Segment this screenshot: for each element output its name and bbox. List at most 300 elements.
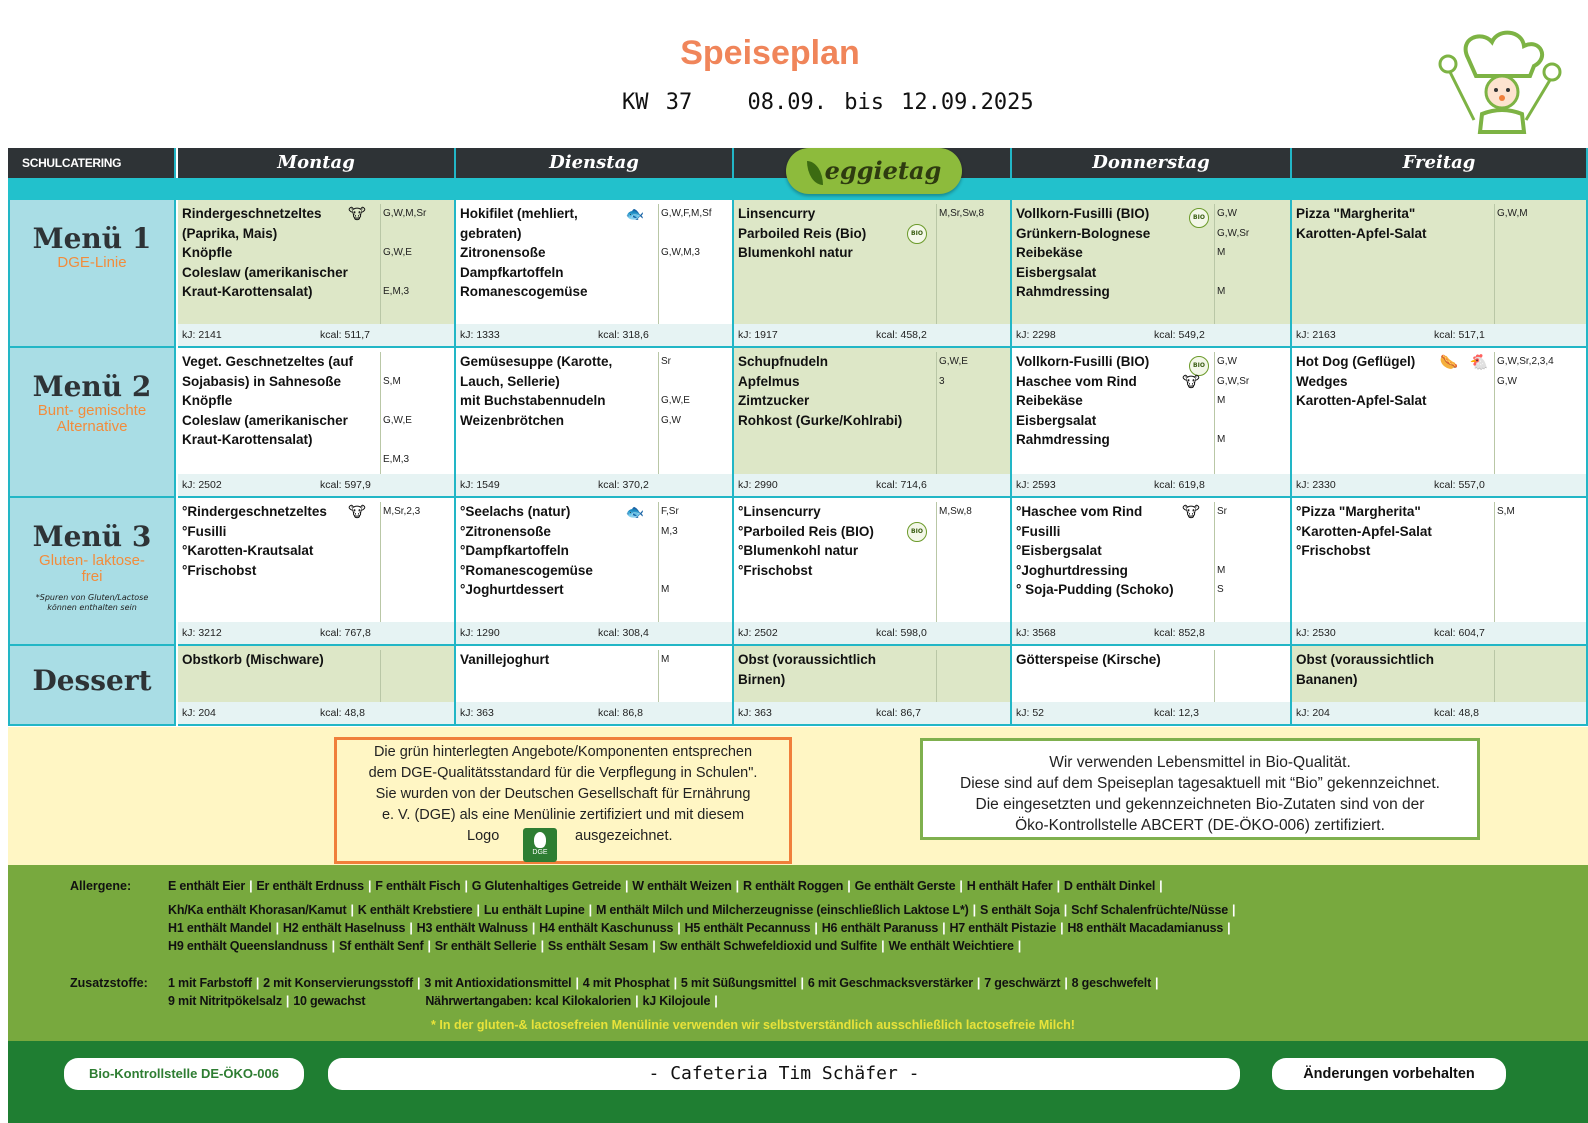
allergen-entry: F enthält Fisch	[375, 879, 461, 893]
allergen-codes	[658, 352, 732, 474]
allergen-code: M,Sr,2,3	[383, 506, 421, 517]
menu-cell	[178, 498, 456, 646]
kj-value: kJ: 3212	[182, 627, 222, 639]
allergen-code	[1497, 391, 1568, 411]
allergen-entry: H1 enthält Mandel	[168, 921, 272, 935]
kcal-value: kcal: 714,6	[876, 479, 927, 491]
separator: |	[275, 921, 279, 935]
allergen-code	[1217, 411, 1288, 431]
dish-list	[738, 502, 938, 580]
dish-line: Sojabasis) in Sahnesoße	[182, 373, 342, 389]
dish-line: Eisbergsalat	[1016, 264, 1097, 280]
dish-line: °Dampfkartoffeln	[460, 543, 569, 558]
allergen-entry: H3 enthält Walnuss	[416, 921, 528, 935]
allergen-entry: Sr enthält Sellerie	[434, 939, 537, 953]
cell-body	[456, 646, 732, 702]
kcal-value: kcal: 852,8	[1154, 627, 1205, 639]
allergen-code: S,M	[383, 375, 401, 387]
allergen-code: G,W,Sr,2,3,4	[1497, 356, 1554, 367]
allergen-code	[661, 372, 732, 392]
kcal-value: kcal: 517,1	[1434, 329, 1485, 341]
kcal-value: kcal: 549,2	[1154, 329, 1205, 341]
allergen-codes	[1214, 650, 1288, 702]
allergen-codes	[936, 204, 1010, 324]
allergen-code	[1217, 263, 1288, 283]
fish-icon: 🐟	[625, 503, 645, 521]
allergen-code	[383, 541, 454, 561]
dish-line: Rahmdressing	[1016, 284, 1110, 299]
allergen-code	[1217, 522, 1288, 542]
separator: |	[814, 921, 818, 935]
additive-entry: 7 geschwärzt	[984, 976, 1061, 990]
separator: |	[635, 994, 639, 1008]
allergen-code	[383, 352, 454, 372]
dge-text-line	[337, 826, 789, 847]
dish-line: Karotten-Apfel-Salat	[1296, 393, 1427, 408]
dish-line: Apfelmus	[738, 373, 800, 389]
allergen-code: M	[1217, 434, 1226, 445]
allergen-code	[661, 282, 732, 302]
separator: |	[367, 879, 372, 893]
allergen-code: M,Sr,Sw,8	[939, 208, 985, 219]
separator: |	[331, 939, 335, 953]
cow-icon: 🐮	[1182, 373, 1200, 391]
dish-line: °Joghurtdressing	[1016, 562, 1128, 578]
allergen-code: G,W,E	[383, 414, 412, 426]
allergen-code	[1217, 650, 1288, 670]
allergen-entry: M enthält Milch und Milcherzeugnisse (einschließlich Laktose L*)	[595, 903, 969, 917]
dish-line: °Frischobst	[738, 562, 813, 578]
dge-logo-tail: ausgezeichnet.	[575, 828, 673, 844]
kcal-value: kcal: 597,9	[320, 479, 371, 491]
additive-entry: Nährwertangaben: kcal Kilokalorien	[425, 994, 632, 1008]
cell-body	[1292, 498, 1586, 622]
cell-body	[1292, 348, 1586, 474]
separator: |	[677, 921, 681, 935]
day-header: Donnerstag	[1012, 148, 1292, 178]
dge-logo-word: Logo	[467, 828, 500, 844]
allergen-code	[383, 430, 454, 450]
kcal-value: kcal: 48,8	[1434, 707, 1479, 719]
energy-row	[1292, 324, 1586, 346]
additive-entry: kJ Kilojoule	[642, 994, 711, 1008]
dish-list	[1016, 650, 1216, 670]
kj-value: kJ: 2163	[1296, 329, 1336, 341]
separator: |	[976, 976, 981, 990]
allergen-code	[1497, 670, 1568, 690]
allergen-codes	[1494, 650, 1568, 702]
dish-list	[1016, 352, 1216, 450]
allergen-entry: Sw enthält Schwefeldioxid und Sulfite	[659, 939, 878, 953]
allergen-entry: H enthält Hafer	[966, 879, 1053, 893]
dish-line: Birnen)	[738, 671, 786, 687]
separator: |	[575, 976, 579, 990]
allergen-code	[661, 224, 732, 244]
energy-row	[734, 474, 1010, 496]
menu-cell	[734, 498, 1012, 646]
bio-text-line: Wir verwenden Lebensmittel in Bio-Qualität.	[1049, 754, 1351, 771]
kj-value: kJ: 2502	[738, 627, 778, 639]
kj-value: kJ: 1333	[460, 329, 500, 341]
cell-body	[734, 646, 1010, 702]
additive-line	[168, 994, 722, 1008]
cell-body	[1012, 348, 1290, 474]
allergen-code	[939, 650, 1010, 670]
additive-entry: 8 geschwefelt	[1071, 976, 1152, 990]
separator: |	[1063, 903, 1068, 917]
veggietag-label: eggietag	[824, 156, 942, 185]
allergen-codes	[380, 650, 454, 702]
brand-label: SCHULCATERING	[8, 148, 176, 178]
allergen-code: G,W	[661, 414, 681, 426]
dish-line: Rahmdressing	[1016, 432, 1110, 447]
week-number: KW 37	[622, 90, 693, 115]
separator: |	[1017, 939, 1022, 953]
kcal-value: kcal: 619,8	[1154, 479, 1205, 491]
menu-cell	[1012, 348, 1292, 498]
allergen-codes	[1214, 352, 1288, 474]
kcal-value: kcal: 12,3	[1154, 707, 1199, 719]
fish-icon: 🐟	[625, 205, 645, 223]
allergen-code	[383, 522, 454, 542]
kcal-value: kcal: 48,8	[320, 707, 365, 719]
day-header: Freitag	[1292, 148, 1588, 178]
allergen-entry: Sf enthält Senf	[338, 939, 424, 953]
allergen-code: M	[1217, 247, 1226, 258]
date-range: 08.09. bis 12.09.2025	[747, 90, 1034, 115]
dish-line: Gemüsesuppe (Karotte,	[460, 354, 613, 369]
kcal-value: kcal: 458,2	[876, 329, 927, 341]
dish-line: Romanescogemüse	[460, 284, 588, 299]
menu-subtitle: DGE-Linie	[57, 254, 127, 271]
allergen-code: G,W,E	[939, 356, 968, 367]
dish-line: Eisbergsalat	[1016, 412, 1097, 428]
allergen-entry: Ss enthält Sesam	[547, 939, 649, 953]
week-range	[622, 90, 1034, 115]
allergen-code	[383, 391, 454, 411]
separator: |	[673, 976, 677, 990]
allergen-entry: H4 enthält Kaschunuss	[539, 921, 674, 935]
kcal-value: kcal: 598,0	[876, 627, 927, 639]
dish-line: Weizenbrötchen	[460, 412, 565, 428]
allergen-entry: Er enthält Erdnuss	[256, 879, 364, 893]
allergen-code	[661, 561, 732, 581]
allergen-code: F,Sr	[661, 506, 679, 517]
allergen-entry: H7 enthält Pistazie	[949, 921, 1057, 935]
separator: |	[1064, 976, 1068, 990]
separator: |	[652, 939, 656, 953]
menu-subtitle: Gluten- laktose-frei	[39, 552, 145, 585]
allergen-codes	[658, 650, 732, 702]
dish-line: ° Soja-Pudding (Schoko)	[1016, 582, 1174, 597]
menu-row-label	[8, 200, 176, 348]
cafeteria-name-pill: - Cafeteria Tim Schäfer -	[328, 1058, 1240, 1090]
cell-body	[178, 200, 454, 324]
dish-line: °Haschee vom Rind	[1016, 504, 1143, 519]
additive-entry: 10 gewachst	[293, 994, 366, 1008]
energy-row	[178, 702, 454, 724]
bio-icon: BIO	[906, 518, 928, 538]
menu-name: Menü 1	[32, 222, 152, 255]
kj-value: kJ: 2298	[1016, 329, 1056, 341]
chef-logo-icon	[1430, 28, 1565, 136]
separator: |	[1060, 921, 1064, 935]
kj-value: kJ: 2502	[182, 479, 222, 491]
menu-cell	[1292, 200, 1588, 348]
allergen-code: M	[1217, 286, 1226, 297]
allergen-code	[1497, 541, 1568, 561]
energy-row	[178, 474, 454, 496]
allergen-legend	[8, 865, 1588, 1041]
allergen-code: M	[661, 654, 670, 665]
separator: |	[476, 903, 480, 917]
veggietag-badge	[786, 148, 962, 194]
bio-text-line: Diese sind auf dem Speiseplan tagesaktuell mit “Bio” gekennzeichnet.	[960, 775, 1440, 792]
cell-body	[178, 498, 454, 622]
allergen-code: G,W,M	[1497, 208, 1528, 219]
dish-line: Vollkorn-Fusilli (BIO)	[1016, 354, 1150, 369]
allergen-code: M	[1217, 564, 1226, 576]
allergen-line	[168, 921, 1234, 935]
separator: |	[417, 976, 421, 990]
allergen-code	[939, 391, 1010, 411]
dish-line: Rindergeschnetzeltes	[182, 206, 322, 221]
dish-line: °Pizza "Margherita"	[1296, 504, 1421, 519]
kj-value: kJ: 1917	[738, 329, 778, 341]
dish-line: Veget. Geschnetzeltes (auf	[182, 354, 354, 369]
additive-entry: 5 mit Süßungsmittel	[680, 976, 797, 990]
kj-value: kJ: 2990	[738, 479, 778, 491]
dish-line: Obst (voraussichtlich	[1296, 652, 1435, 667]
allergen-codes	[380, 502, 454, 622]
dish-line: Haschee vom Rind	[1016, 373, 1137, 389]
dge-text-line: dem DGE-Qualitätsstandard für die Verpflegung in Schulen".	[368, 765, 758, 781]
allergen-code: E,M,3	[383, 453, 410, 465]
allergen-entry: Schf Schalenfrüchte/Nüsse	[1071, 903, 1228, 917]
separator: |	[1159, 879, 1163, 893]
dish-list	[1296, 204, 1496, 243]
additive-entry: 1 mit Farbstoff	[168, 976, 252, 990]
kcal-value: kcal: 511,7	[320, 329, 371, 341]
kcal-value: kcal: 86,8	[598, 707, 643, 719]
day-header: Dienstag	[456, 148, 734, 178]
allergen-code	[939, 243, 1010, 263]
menu-row-label	[8, 646, 176, 726]
menu-cell	[178, 200, 456, 348]
separator: |	[285, 994, 290, 1008]
dish-line: Reibekäse	[1016, 245, 1083, 260]
allergen-entry: Kh/Ka enthält Khorasan/Kamut	[168, 903, 347, 917]
cell-body	[734, 348, 1010, 474]
separator: |	[959, 879, 963, 893]
separator: |	[1056, 879, 1060, 893]
allergen-code: M,3	[661, 525, 678, 537]
energy-row	[734, 622, 1010, 644]
allergen-codes	[1214, 502, 1288, 622]
separator: |	[588, 903, 592, 917]
energy-row	[1292, 474, 1586, 496]
allergen-code	[939, 561, 1010, 581]
dish-line: Zimtzucker	[738, 393, 810, 408]
menu-cell	[178, 646, 456, 726]
menu-row-label	[8, 348, 176, 498]
dish-line: Zitronensoße	[460, 245, 546, 260]
separator: |	[409, 921, 413, 935]
cell-body	[1292, 646, 1586, 702]
allergen-code	[383, 650, 454, 670]
allergen-code: M,Sw,8	[939, 506, 972, 517]
dish-line: Hot Dog (Geflügel)	[1296, 354, 1416, 369]
dish-list	[182, 352, 382, 450]
cell-body	[1292, 200, 1586, 324]
dish-list	[1016, 204, 1216, 302]
menu-note: *Spuren von Gluten/Lactose können enthalten sein	[35, 593, 149, 612]
dish-line: Bananen)	[1296, 671, 1358, 687]
dge-text-line: e. V. (DGE) als eine Menülinie zertifiziert und mit diesem	[381, 807, 745, 823]
dish-line: Lauch, Sellerie)	[460, 373, 560, 389]
separator: |	[350, 903, 354, 917]
menu-name: Menü 2	[32, 370, 152, 403]
dish-line: °Zitronensoße	[460, 523, 551, 539]
dish-line: Blumenkohl natur	[738, 245, 853, 260]
menu-name: Menü 3	[32, 520, 152, 553]
allergen-code: G,W,M,Sr	[383, 208, 427, 219]
kcal-value: kcal: 308,4	[598, 627, 649, 639]
additive-entry: 6 mit Geschmacksverstärker	[807, 976, 973, 990]
dish-line: Coleslaw (amerikanischer	[182, 412, 348, 428]
dish-line: Reibekäse	[1016, 393, 1083, 408]
dish-list	[738, 352, 938, 430]
allergen-entry: S enthält Soja	[979, 903, 1060, 917]
energy-row	[456, 622, 732, 644]
kj-value: kJ: 204	[1296, 707, 1330, 719]
energy-row	[734, 324, 1010, 346]
dish-line: °Seelachs (natur)	[460, 504, 571, 519]
separator: |	[1155, 976, 1159, 990]
allergen-code	[939, 670, 1010, 690]
menu-cell	[456, 348, 734, 498]
dish-line: Vollkorn-Fusilli (BIO)	[1016, 206, 1150, 221]
energy-row	[1012, 702, 1290, 724]
dish-line: °Joghurtdessert	[460, 582, 564, 597]
menu-cell	[1012, 200, 1292, 348]
energy-row	[456, 324, 732, 346]
kj-value: kJ: 2141	[182, 329, 222, 341]
allergen-entry: H6 enthält Paranuss	[821, 921, 939, 935]
day-header: Montag	[178, 148, 456, 178]
allergen-line	[168, 939, 1025, 953]
dish-list	[460, 650, 660, 670]
allergen-codes	[936, 650, 1010, 702]
allergen-code: S	[1217, 584, 1224, 595]
kcal-value: kcal: 767,8	[320, 627, 371, 639]
allergen-codes	[380, 204, 454, 324]
footer	[8, 1041, 1588, 1123]
dish-line: °Linsencurry	[738, 504, 821, 519]
allergen-code: G,W	[1217, 208, 1237, 219]
dish-line: °Romanescogemüse	[460, 562, 593, 578]
dge-text-line: Sie wurden von der Deutschen Gesellschaft für Ernährung	[375, 786, 751, 802]
separator: |	[255, 976, 260, 990]
menu-row-label	[8, 498, 176, 646]
dish-list	[1296, 502, 1496, 561]
allergen-codes	[1494, 502, 1568, 622]
allergen-entry: W enthält Weizen	[632, 879, 732, 893]
cell-body	[456, 348, 732, 474]
menu-name: Dessert	[32, 664, 152, 697]
allergen-code: G,W,E	[661, 395, 690, 406]
changes-reserved-pill: Änderungen vorbehalten	[1272, 1058, 1506, 1090]
dish-line: Karotten-Apfel-Salat	[1296, 225, 1427, 241]
dish-line: Linsencurry	[738, 206, 816, 221]
kcal-value: kcal: 604,7	[1434, 627, 1485, 639]
dish-line: Kraut-Karottensalat)	[182, 432, 313, 447]
allergen-code: Sr	[661, 356, 671, 367]
allergen-code: G,W,E	[383, 247, 412, 258]
energy-row	[1012, 622, 1290, 644]
menu-subtitle: Bunt- gemischte Alternative	[37, 402, 147, 435]
cow-icon: 🐮	[1182, 503, 1200, 521]
allergen-code: M	[661, 584, 670, 595]
allergen-code: 3	[939, 375, 945, 387]
allergen-entry: E enthält Eier	[168, 879, 246, 893]
energy-row	[1292, 622, 1586, 644]
dish-line: °Karotten-Apfel-Salat	[1296, 523, 1432, 539]
separator: |	[624, 879, 629, 893]
separator: |	[972, 903, 976, 917]
allergen-codes	[1494, 352, 1568, 474]
separator: |	[735, 879, 739, 893]
separator: |	[881, 939, 885, 953]
allergen-entry: We enthält Weichtiere	[888, 939, 1014, 953]
dish-line: Knöpfle	[182, 245, 233, 260]
allergen-entry: D enthält Dinkel	[1063, 879, 1156, 893]
allergen-codes	[380, 352, 454, 474]
additive-entry: 9 mit Nitritpökelsalz	[168, 994, 282, 1008]
kj-value: kJ: 363	[460, 707, 494, 719]
dish-line: Coleslaw (amerikanischer	[182, 264, 348, 280]
energy-row	[1012, 474, 1290, 496]
allergen-code	[939, 522, 1010, 542]
allergen-code	[939, 411, 1010, 431]
dish-line: Rohkost (Gurke/Kohlrabi)	[738, 412, 903, 428]
dish-line: mit Buchstabennudeln	[460, 393, 606, 408]
allergen-code: G,W,F,M,Sf	[661, 208, 712, 219]
allergen-code	[1497, 224, 1568, 244]
kj-value: kJ: 2330	[1296, 479, 1336, 491]
menu-cell	[734, 348, 1012, 498]
separator: |	[800, 976, 804, 990]
cow-icon: 🐮	[348, 503, 366, 521]
bio-control-pill: Bio-Kontrollstelle DE-ÖKO-006	[64, 1058, 304, 1090]
menu-cell	[456, 200, 734, 348]
energy-row	[178, 622, 454, 644]
menu-cell	[178, 348, 456, 498]
leaf-icon	[807, 161, 823, 185]
cell-body	[734, 498, 1010, 622]
cow-icon: 🐮	[348, 205, 366, 223]
menu-cell	[1292, 498, 1588, 646]
chicken-icon: 🐔	[1469, 353, 1489, 371]
cell-body	[456, 498, 732, 622]
allergen-label: Allergene:	[70, 879, 132, 893]
kj-value: kJ: 2530	[1296, 627, 1336, 639]
dish-line: Pizza "Margherita"	[1296, 206, 1416, 221]
dish-line: °Parboiled Reis (BIO)	[738, 523, 874, 539]
allergen-code: Sr	[1217, 506, 1227, 517]
energy-row	[178, 324, 454, 346]
bio-icon: BIO	[1188, 204, 1210, 224]
